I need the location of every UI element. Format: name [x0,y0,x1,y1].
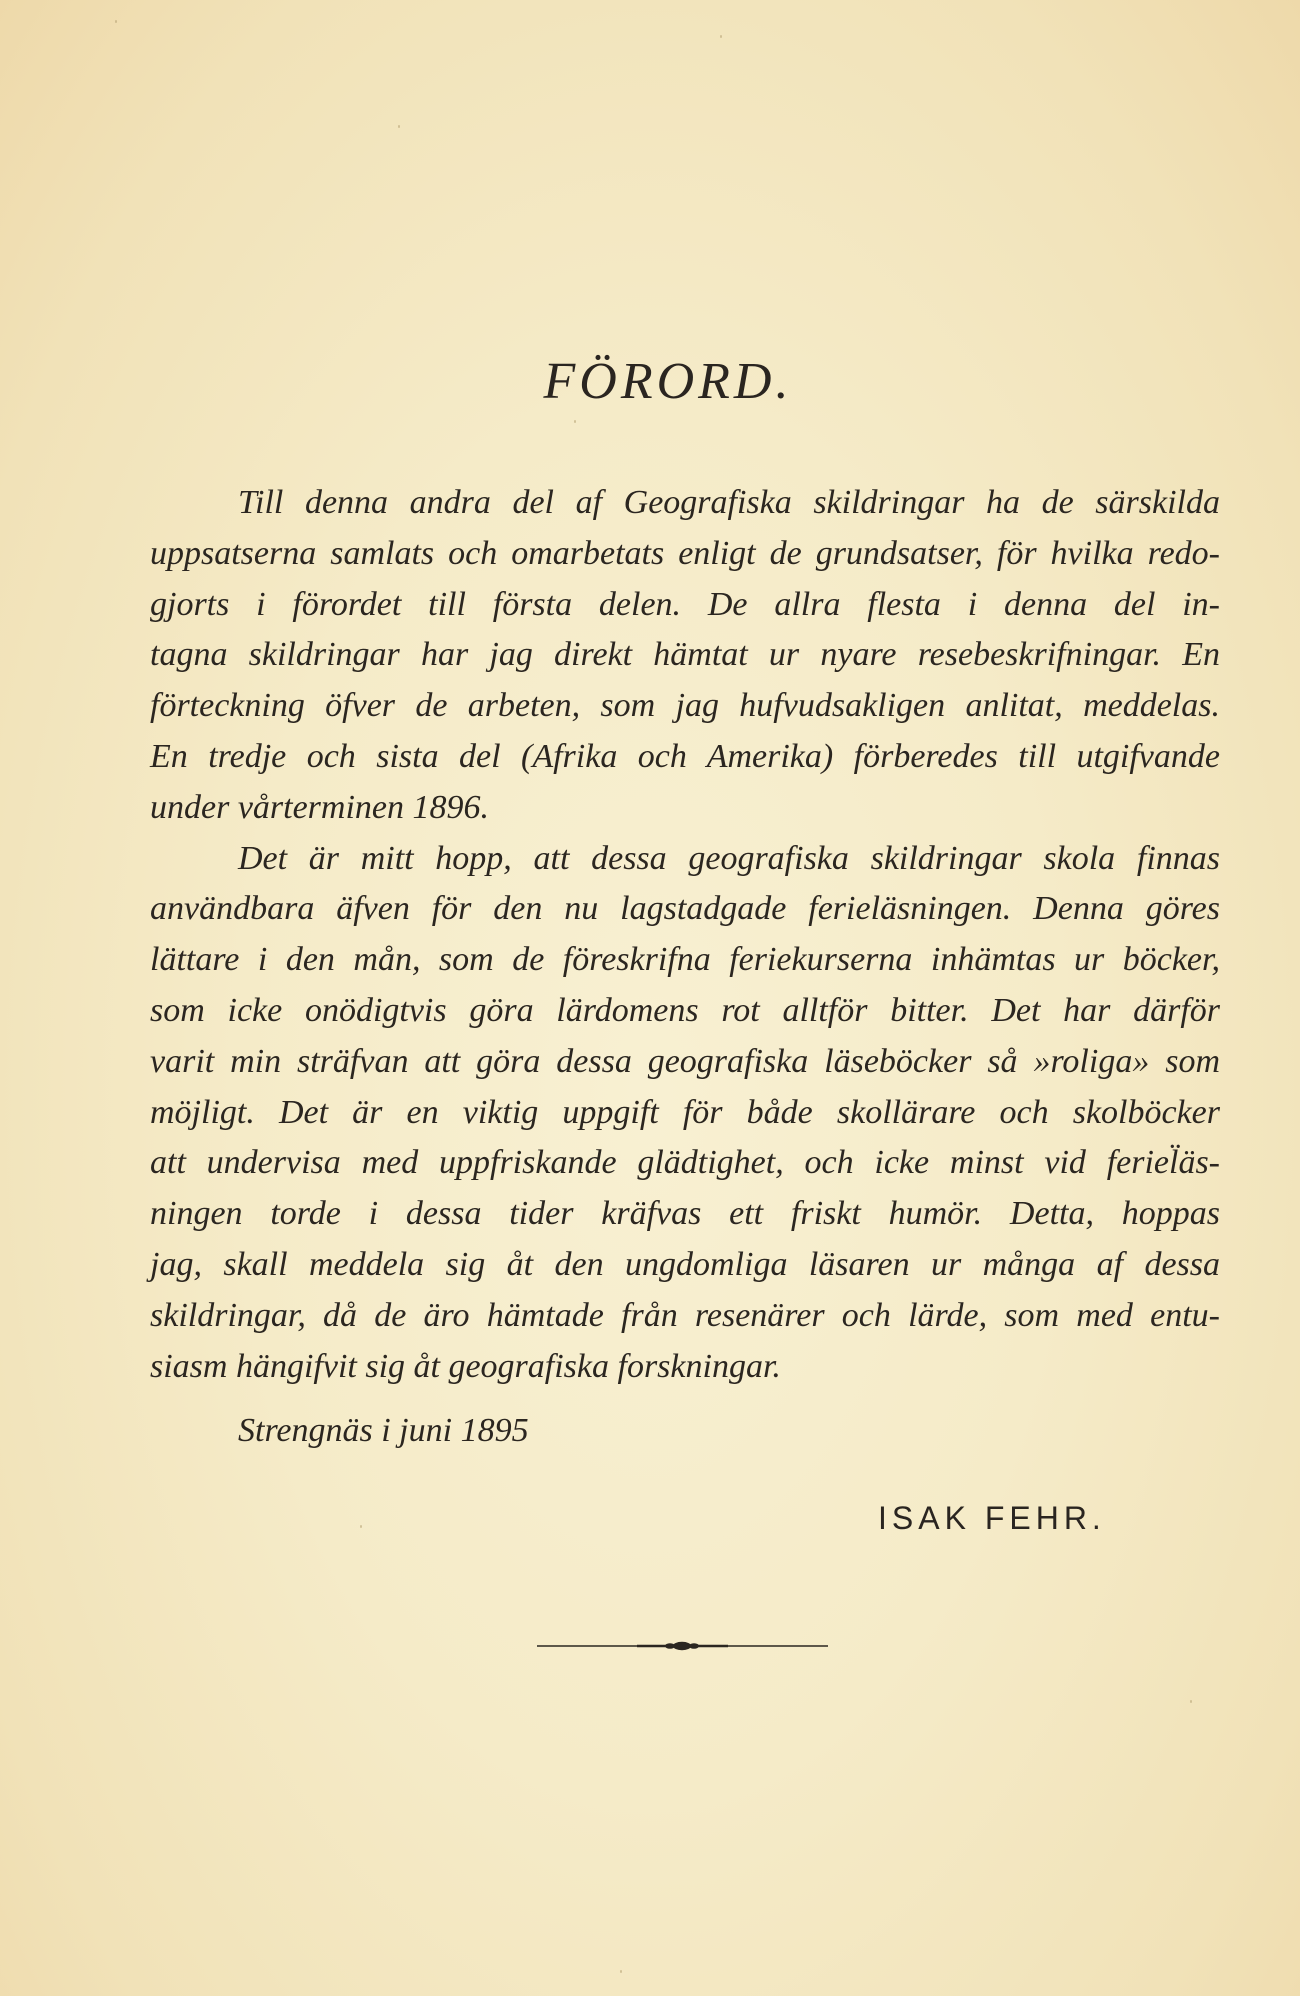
text-line: under vårterminen 1896. [150,788,490,826]
text-line: tagna skildringar har jag direkt hämtat ur nyare resebeskrifningar. En [150,636,1220,674]
author-signature: ISAK FEHR. [878,1500,1106,1536]
paper-speck [620,1970,622,1973]
paper-speck [720,35,722,38]
paper-speck [574,420,576,423]
page-title: FÖRORD. [543,353,793,410]
paper-speck [360,1525,362,1528]
paper-speck [1190,1700,1192,1703]
paragraph-2 [150,834,1220,1393]
text-line: att undervisa med uppfriskande glädtighet, och icke minst vid feriel̈äs- [150,1144,1220,1182]
preface-body [150,478,1220,1392]
text-line: förteckning öfver de arbeten, som jag hufvudsakligen anlitat, meddelas. [150,687,1220,725]
text-line: ningen torde i dessa tider kräfvas ett friskt humör. Detta, hoppas [150,1195,1220,1233]
dateline: Strengnäs i juni 1895 [238,1412,529,1449]
ornamental-rule-icon [537,1638,828,1654]
text-line: skildringar, då de äro hämtade från resenärer och lärde, som med entu- [150,1296,1220,1334]
text-line: varit min sträfvan att göra dessa geografiska läseböcker så »roliga» som [150,1042,1220,1080]
text-line: lättare i den mån, som de föreskrifna feriekurserna inhämtas ur böcker, [150,941,1220,979]
text-line: uppsatserna samlats och omarbetats enligt de grundsatser, för hvilka redo- [150,534,1220,572]
paragraph-1 [150,478,1220,834]
paper-speck [398,125,400,128]
text-line: Det är mitt hopp, att dessa geografiska skildringar skola finnas [238,839,1220,877]
text-line: som icke onödigtvis göra lärdomens rot alltför bitter. Det har därför [150,991,1220,1029]
text-line: Till denna andra del af Geografiska skildringar ha de särskilda [238,484,1220,521]
text-line: En tredje och sista del (Afrika och Amerika) förberedes till utgifvande [150,737,1220,775]
text-line: användbara äfven för den nu lagstadgade ferieläsningen. Denna göres [150,890,1220,928]
text-line: siasm hängifvit sig åt geografiska forskningar. [150,1347,781,1385]
text-line: jag, skall meddela sig åt den ungdomliga läsaren ur många af dessa [150,1245,1220,1283]
text-line: möjligt. Det är en viktig uppgift för både skollärare och skolböcker [150,1093,1220,1131]
text-line: gjorts i förordet till första delen. De allra flesta i denna del in- [150,585,1220,623]
paper-speck [115,20,117,23]
